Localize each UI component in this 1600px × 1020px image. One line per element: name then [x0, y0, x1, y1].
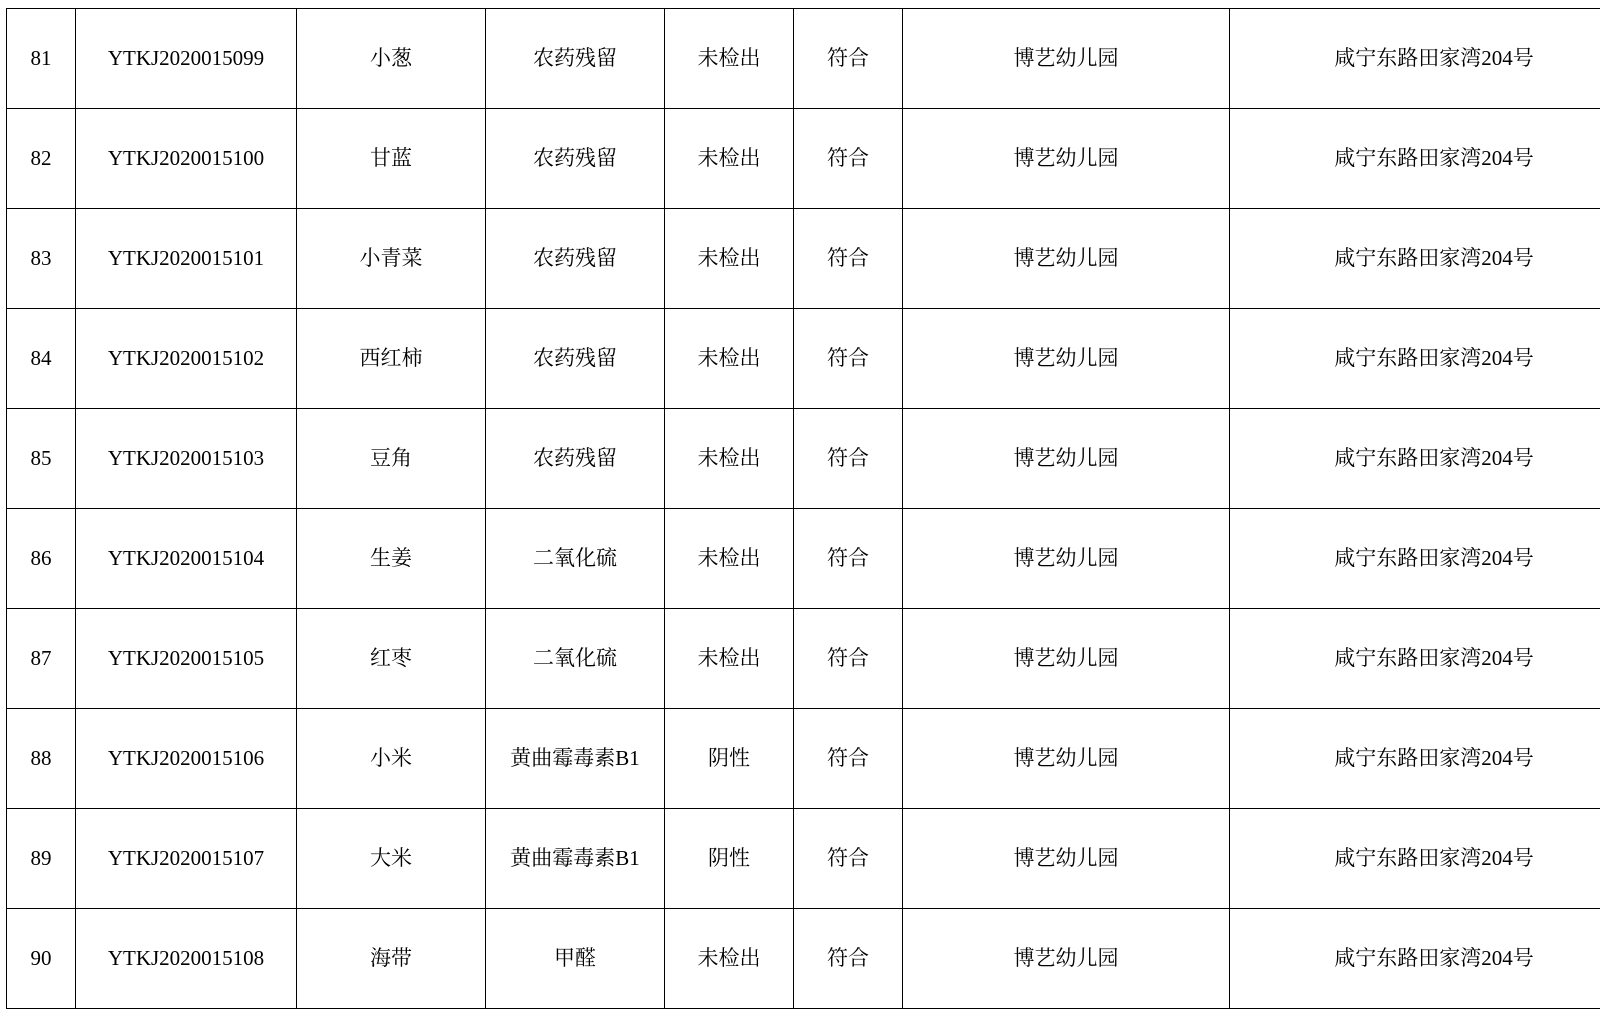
cell-sample-code: YTKJ2020015104	[76, 509, 297, 609]
cell-test-item: 二氧化硫	[486, 609, 665, 709]
cell-conclusion: 符合	[794, 809, 903, 909]
cell-index: 90	[7, 909, 76, 1009]
cell-sample-code: YTKJ2020015099	[76, 9, 297, 109]
table-row	[7, 809, 1600, 909]
cell-index: 86	[7, 509, 76, 609]
cell-test-result: 未检出	[665, 309, 794, 409]
cell-index: 85	[7, 409, 76, 509]
table-row	[7, 509, 1600, 609]
cell-address: 咸宁东路田家湾204号	[1230, 709, 1600, 809]
cell-conclusion: 符合	[794, 109, 903, 209]
table-row	[7, 709, 1600, 809]
cell-test-item: 二氧化硫	[486, 509, 665, 609]
table-row	[7, 209, 1600, 309]
cell-sample-name: 海带	[297, 909, 486, 1009]
cell-sample-code: YTKJ2020015101	[76, 209, 297, 309]
cell-sample-name: 甘蓝	[297, 109, 486, 209]
cell-test-item: 农药残留	[486, 309, 665, 409]
cell-sample-code: YTKJ2020015107	[76, 809, 297, 909]
table-row	[7, 109, 1600, 209]
cell-unit: 博艺幼儿园	[903, 109, 1230, 209]
cell-test-result: 未检出	[665, 409, 794, 509]
cell-test-item: 农药残留	[486, 409, 665, 509]
cell-address: 咸宁东路田家湾204号	[1230, 509, 1600, 609]
cell-sample-name: 红枣	[297, 609, 486, 709]
cell-unit: 博艺幼儿园	[903, 609, 1230, 709]
cell-sample-name: 大米	[297, 809, 486, 909]
table-body	[7, 9, 1600, 1009]
cell-sample-name: 小葱	[297, 9, 486, 109]
cell-sample-code: YTKJ2020015102	[76, 309, 297, 409]
cell-address: 咸宁东路田家湾204号	[1230, 609, 1600, 709]
cell-test-item: 甲醛	[486, 909, 665, 1009]
table-row	[7, 609, 1600, 709]
cell-index: 81	[7, 9, 76, 109]
cell-sample-name: 小米	[297, 709, 486, 809]
cell-conclusion: 符合	[794, 709, 903, 809]
cell-address: 咸宁东路田家湾204号	[1230, 9, 1600, 109]
cell-test-item: 黄曲霉毒素B1	[486, 709, 665, 809]
table-row	[7, 409, 1600, 509]
cell-index: 83	[7, 209, 76, 309]
cell-test-result: 阴性	[665, 709, 794, 809]
cell-sample-code: YTKJ2020015103	[76, 409, 297, 509]
cell-sample-code: YTKJ2020015100	[76, 109, 297, 209]
cell-sample-code: YTKJ2020015105	[76, 609, 297, 709]
cell-conclusion: 符合	[794, 909, 903, 1009]
cell-address: 咸宁东路田家湾204号	[1230, 809, 1600, 909]
cell-index: 82	[7, 109, 76, 209]
cell-test-result: 未检出	[665, 909, 794, 1009]
cell-index: 87	[7, 609, 76, 709]
cell-test-item: 农药残留	[486, 9, 665, 109]
table-row	[7, 9, 1600, 109]
cell-conclusion: 符合	[794, 509, 903, 609]
cell-address: 咸宁东路田家湾204号	[1230, 409, 1600, 509]
cell-test-result: 未检出	[665, 209, 794, 309]
cell-sample-code: YTKJ2020015108	[76, 909, 297, 1009]
cell-unit: 博艺幼儿园	[903, 509, 1230, 609]
cell-unit: 博艺幼儿园	[903, 409, 1230, 509]
cell-conclusion: 符合	[794, 209, 903, 309]
cell-test-result: 未检出	[665, 509, 794, 609]
cell-test-item: 黄曲霉毒素B1	[486, 809, 665, 909]
table-row	[7, 309, 1600, 409]
cell-test-item: 农药残留	[486, 109, 665, 209]
inspection-results-table	[6, 8, 1600, 1009]
cell-test-result: 未检出	[665, 109, 794, 209]
cell-sample-name: 生姜	[297, 509, 486, 609]
cell-test-result: 阴性	[665, 809, 794, 909]
cell-conclusion: 符合	[794, 9, 903, 109]
cell-test-result: 未检出	[665, 9, 794, 109]
cell-conclusion: 符合	[794, 309, 903, 409]
cell-test-result: 未检出	[665, 609, 794, 709]
cell-unit: 博艺幼儿园	[903, 909, 1230, 1009]
cell-index: 89	[7, 809, 76, 909]
cell-unit: 博艺幼儿园	[903, 9, 1230, 109]
cell-unit: 博艺幼儿园	[903, 309, 1230, 409]
cell-unit: 博艺幼儿园	[903, 209, 1230, 309]
cell-sample-name: 西红柿	[297, 309, 486, 409]
cell-address: 咸宁东路田家湾204号	[1230, 109, 1600, 209]
cell-conclusion: 符合	[794, 609, 903, 709]
cell-index: 84	[7, 309, 76, 409]
cell-sample-name: 小青菜	[297, 209, 486, 309]
cell-unit: 博艺幼儿园	[903, 809, 1230, 909]
table-row	[7, 909, 1600, 1009]
cell-test-item: 农药残留	[486, 209, 665, 309]
cell-sample-code: YTKJ2020015106	[76, 709, 297, 809]
cell-sample-name: 豆角	[297, 409, 486, 509]
cell-address: 咸宁东路田家湾204号	[1230, 209, 1600, 309]
cell-conclusion: 符合	[794, 409, 903, 509]
cell-address: 咸宁东路田家湾204号	[1230, 909, 1600, 1009]
cell-index: 88	[7, 709, 76, 809]
cell-unit: 博艺幼儿园	[903, 709, 1230, 809]
cell-address: 咸宁东路田家湾204号	[1230, 309, 1600, 409]
